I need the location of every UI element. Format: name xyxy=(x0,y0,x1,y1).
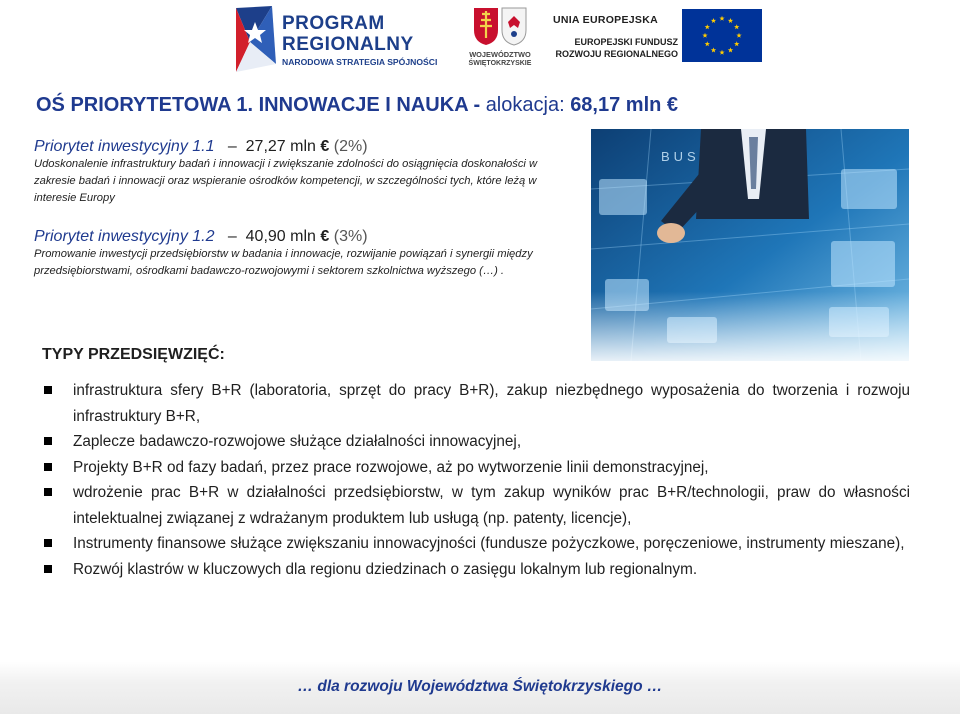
eu-logo-line2: EUROPEJSKI FUNDUSZ xyxy=(574,37,678,47)
eu-logo-text xyxy=(548,14,678,60)
program-regionalny-mark-icon xyxy=(236,6,276,72)
crest-line2: ŚWIĘTOKRZYSKIE xyxy=(468,60,532,67)
euro-icon: € xyxy=(666,94,679,116)
allocation-value: 68,17 mln xyxy=(570,94,662,116)
priority-heading: Priorytet inwestycyjny 1.1 – 27,27 mln € (2%) xyxy=(34,138,368,155)
footer-tagline: … dla rozwoju Województwa Świętokrzyskiego … xyxy=(297,678,663,695)
region-crest-icon xyxy=(472,6,528,46)
wojewodztwo-crest-logo xyxy=(468,6,532,72)
priority-description: Promowanie inwestycji przedsiębiorstw w badania i innowacje, rozwijanie powiązań i synergii między przedsiębiorstwami, ośrodkami badawczo-rozwojowymi i sektorem szkolnictwa wyższego (…) . xyxy=(34,248,533,277)
list-item: Rozwój klastrów w kluczowych dla regionu dziedzinach o zasięgu lokalnym lub regionalnym. xyxy=(42,557,910,583)
allocation-label: alokacja: xyxy=(485,94,571,116)
euro-icon: € xyxy=(320,138,330,155)
logo-bar xyxy=(0,0,960,86)
priority-block xyxy=(34,228,574,280)
list-item: Zaplecze badawczo-rozwojowe służące działalności innowacyjnej, xyxy=(42,429,910,455)
priority-label: Priorytet inwestycyjny 1.1 xyxy=(34,138,215,155)
program-logo-line2: REGIONALNY xyxy=(282,34,414,55)
business-photo-illustration xyxy=(591,129,909,361)
business-photo xyxy=(591,129,909,361)
eu-logo-line1: UNIA EUROPEJSKA xyxy=(552,14,658,26)
title-main: OŚ PRIORYTETOWA 1. INNOWACJE I NAUKA xyxy=(36,94,468,116)
eu-flag-icon xyxy=(682,9,762,62)
euro-icon: € xyxy=(320,228,330,245)
priority-share: (2%) xyxy=(333,138,368,155)
page-title xyxy=(36,94,678,117)
eu-logo-line3: ROZWOJU REGIONALNEGO xyxy=(555,49,678,59)
program-logo-line1: PROGRAM xyxy=(282,13,385,34)
priority-amount: 40,90 mln xyxy=(245,228,316,245)
list-item: Instrumenty finansowe służące zwiększaniu innowacyjności (fundusze pożyczkowe, poręczeniowe, instrumenty mieszane), xyxy=(42,531,910,557)
program-regionalny-logo xyxy=(236,6,446,72)
types-title: TYPY PRZEDSIĘWZIĘĆ: xyxy=(42,346,225,363)
priority-description: Udoskonalenie infrastruktury badań i innowacji i zwiększanie zdolności do osiągnięcia doskonałości w zakresie badań i innowacji oraz wspieranie ośrodków kompetencji, w szczególności tych, które leżą w interesie Europy xyxy=(34,158,538,204)
program-logo-line3: NARODOWA STRATEGIA SPÓJNOŚCI xyxy=(282,57,438,67)
priority-block xyxy=(34,138,574,207)
list-item: infrastruktura sfery B+R (laboratoria, sprzęt do pracy B+R), zakup niezbędnego wyposażenia do tworzenia i rozwoju infrastruktury B+R, xyxy=(42,378,910,429)
priority-label: Priorytet inwestycyjny 1.2 xyxy=(34,228,215,245)
crest-line1: WOJEWÓDZTWO xyxy=(469,50,531,59)
priority-amount: 27,27 mln xyxy=(245,138,316,155)
priority-heading: Priorytet inwestycyjny 1.2 – 40,90 mln € (3%) xyxy=(34,228,368,245)
priority-share: (3%) xyxy=(333,228,368,245)
title-separator: - xyxy=(467,94,486,116)
list-item: Projekty B+R od fazy badań, przez prace rozwojowe, aż po wytworzenie linii demonstracyjnej, xyxy=(42,455,910,481)
types-list xyxy=(42,378,910,582)
list-item: wdrożenie prac B+R w działalności przedsiębiorstw, w tym zakup wyników prac B+R/technologii, praw do własności intelektualnej związanej z wdrażanym produktem lub usługą (np. patenty, licencje), xyxy=(42,480,910,531)
